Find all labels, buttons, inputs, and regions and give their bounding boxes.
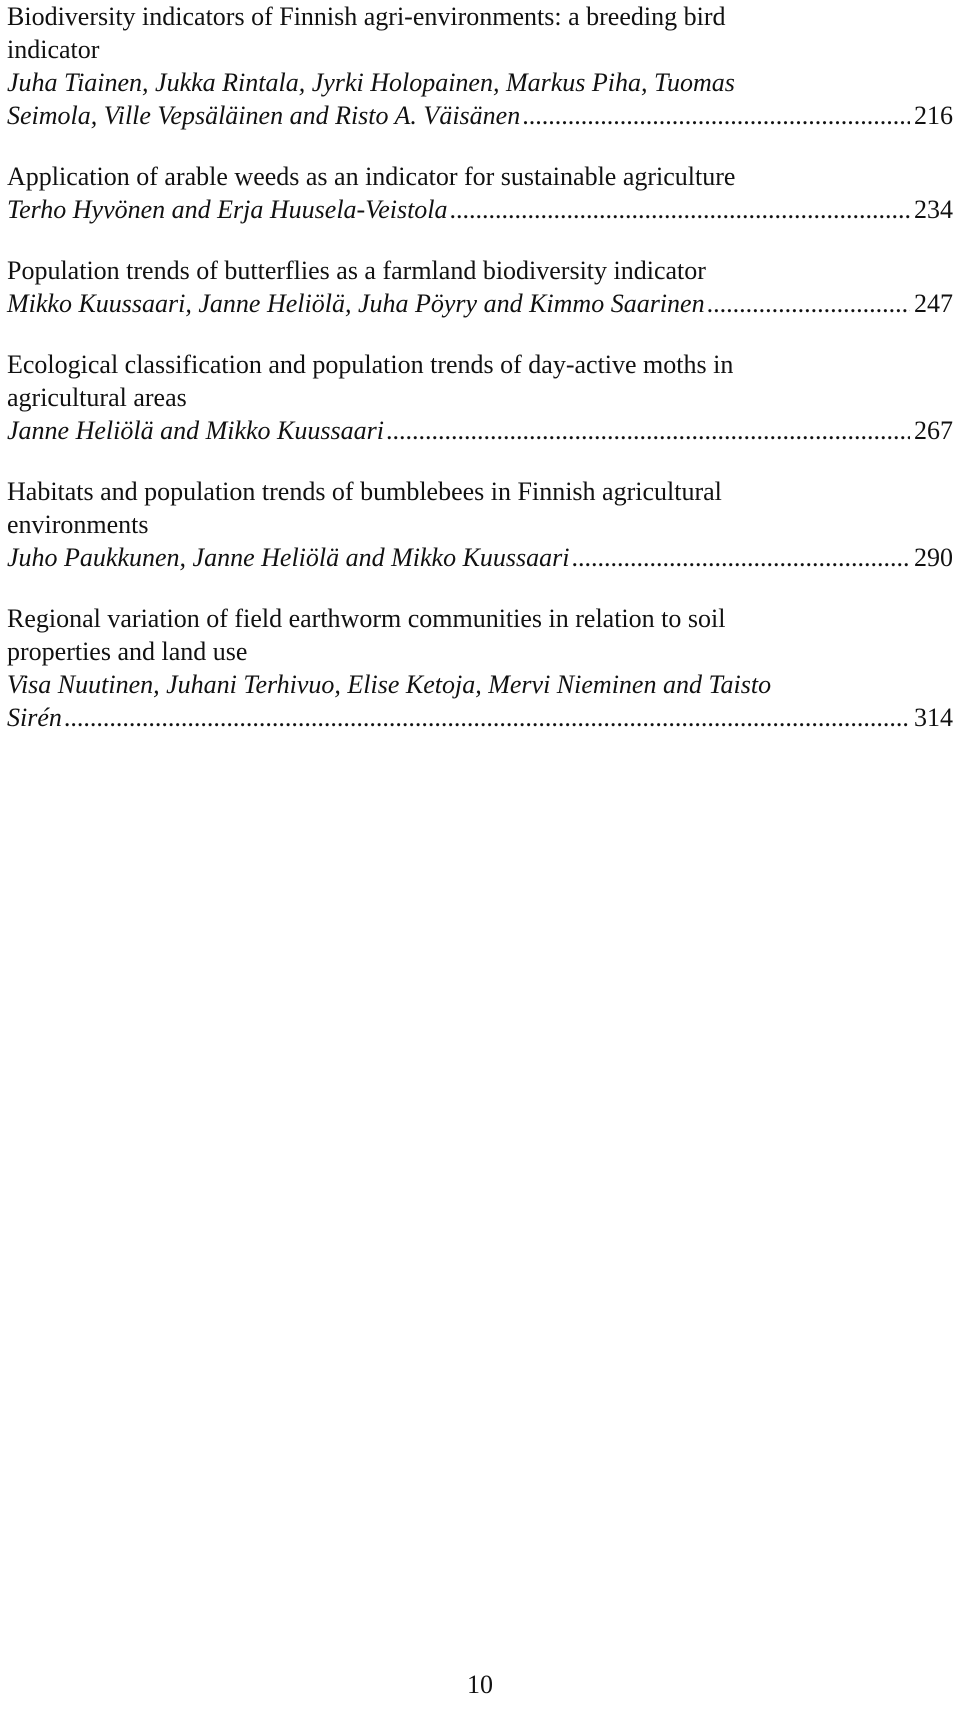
dot-leader — [572, 541, 911, 574]
entry-page-number: 216 — [914, 101, 953, 130]
toc-entry[interactable] — [7, 0, 953, 132]
entry-author-line — [7, 193, 953, 226]
entry-authors: Visa Nuutinen, Juhani Terhivuo, Elise Ketoja, Mervi Nieminen and Taisto — [7, 670, 772, 699]
entry-page-number: 234 — [914, 195, 953, 224]
dot-leader — [64, 701, 910, 734]
entry-title: indicator — [7, 35, 100, 64]
dot-leader — [707, 287, 910, 320]
entry-author-line — [7, 541, 953, 574]
toc-entry[interactable] — [7, 602, 953, 734]
toc-entry[interactable] — [7, 254, 953, 320]
entry-title: Application of arable weeds as an indicator for sustainable agriculture — [7, 162, 736, 191]
entry-authors: Juha Tiainen, Jukka Rintala, Jyrki Holopainen, Markus Piha, Tuomas — [7, 68, 735, 97]
entry-author-line — [7, 99, 953, 132]
entry-author-line — [7, 701, 953, 734]
entry-author-line — [7, 414, 953, 447]
entry-title: Ecological classification and population trends of day-active moths in — [7, 350, 734, 379]
entry-page-number: 247 — [914, 289, 953, 318]
entry-page-number: 267 — [914, 416, 953, 445]
entry-author-line — [7, 287, 953, 320]
entry-authors: Mikko Kuussaari, Janne Heliölä, Juha Pöyry and Kimmo Saarinen — [7, 289, 705, 318]
dot-leader — [450, 193, 910, 226]
entry-title: agricultural areas — [7, 383, 187, 412]
entry-title: properties and land use — [7, 637, 248, 666]
page-number: 10 — [467, 1670, 493, 1699]
entry-title: Habitats and population trends of bumblebees in Finnish agricultural — [7, 477, 722, 506]
table-of-contents — [7, 0, 953, 762]
entry-authors: Seimola, Ville Vepsäläinen and Risto A. Väisänen — [7, 101, 521, 130]
entry-page-number: 290 — [914, 543, 953, 572]
toc-entry[interactable] — [7, 475, 953, 574]
entry-title: Population trends of butterflies as a farmland biodiversity indicator — [7, 256, 706, 285]
toc-entry[interactable] — [7, 348, 953, 447]
entry-authors: Juho Paukkunen, Janne Heliölä and Mikko Kuussaari — [7, 543, 570, 572]
entry-authors: Janne Heliölä and Mikko Kuussaari — [7, 416, 384, 445]
toc-entry[interactable] — [7, 160, 953, 226]
entry-authors: Sirén — [7, 703, 62, 732]
dot-leader — [522, 99, 910, 132]
entry-title: Biodiversity indicators of Finnish agri-environments: a breeding bird — [7, 2, 726, 31]
entry-title: environments — [7, 510, 149, 539]
dot-leader — [386, 414, 910, 447]
entry-title: Regional variation of field earthworm communities in relation to soil — [7, 604, 726, 633]
entry-authors: Terho Hyvönen and Erja Huusela-Veistola — [7, 195, 448, 224]
entry-page-number: 314 — [914, 703, 953, 732]
